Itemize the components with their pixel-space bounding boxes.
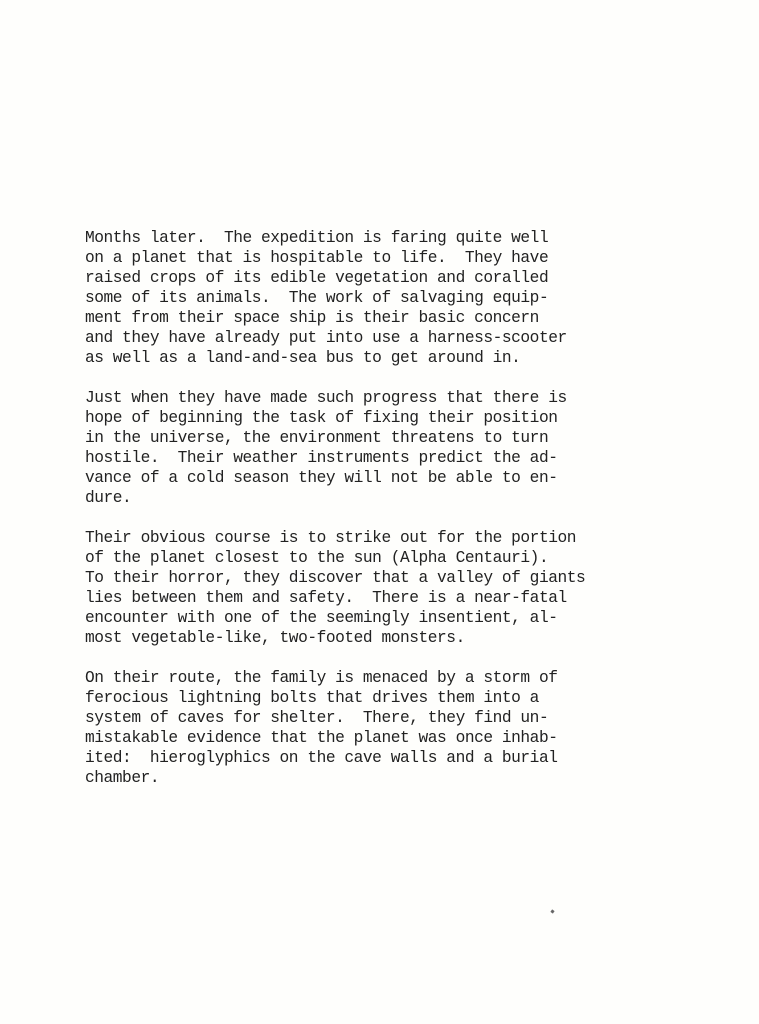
text-line: as well as a land-and-sea bus to get around in. <box>85 349 521 367</box>
text-line: ment from their space ship is their basic concern <box>85 309 539 327</box>
text-line: of the planet closest to the sun (Alpha Centauri). <box>85 549 549 567</box>
text-line: lies between them and safety. There is a near-fatal <box>85 589 567 607</box>
text-line: Their obvious course is to strike out for the portion <box>85 529 576 547</box>
text-line: on a planet that is hospitable to life. They have <box>85 249 549 267</box>
text-line: hostile. Their weather instruments predict the ad- <box>85 449 558 467</box>
text-line: some of its animals. The work of salvaging equip- <box>85 289 549 307</box>
paragraph-months-later <box>85 228 665 368</box>
text-line: in the universe, the environment threatens to turn <box>85 429 549 447</box>
paper-speck <box>550 909 554 913</box>
text-line: ferocious lightning bolts that drives them into a <box>85 689 539 707</box>
text-line: chamber. <box>85 769 160 787</box>
text-line: and they have already put into use a harness-scooter <box>85 329 567 347</box>
text-line: system of caves for shelter. There, they find un- <box>85 709 549 727</box>
text-line: Just when they have made such progress that there is <box>85 389 567 407</box>
text-line: mistakable evidence that the planet was once inhab- <box>85 729 558 747</box>
text-line: encounter with one of the seemingly insentient, al- <box>85 609 558 627</box>
text-line: vance of a cold season they will not be able to en- <box>85 469 558 487</box>
paragraph-environment-threat <box>85 388 665 508</box>
text-line: To their horror, they discover that a valley of giants <box>85 569 586 587</box>
paragraph-valley-of-giants <box>85 528 665 648</box>
text-line: Months later. The expedition is faring quite well <box>85 229 549 247</box>
text-line: On their route, the family is menaced by a storm of <box>85 669 558 687</box>
text-line: ited: hieroglyphics on the cave walls and a burial <box>85 749 558 767</box>
text-line: most vegetable-like, two-footed monsters. <box>85 629 465 647</box>
text-line: dure. <box>85 489 132 507</box>
text-line: raised crops of its edible vegetation and coralled <box>85 269 549 287</box>
typed-text-body <box>85 228 665 808</box>
paragraph-caves <box>85 668 665 788</box>
text-line: hope of beginning the task of fixing their position <box>85 409 558 427</box>
